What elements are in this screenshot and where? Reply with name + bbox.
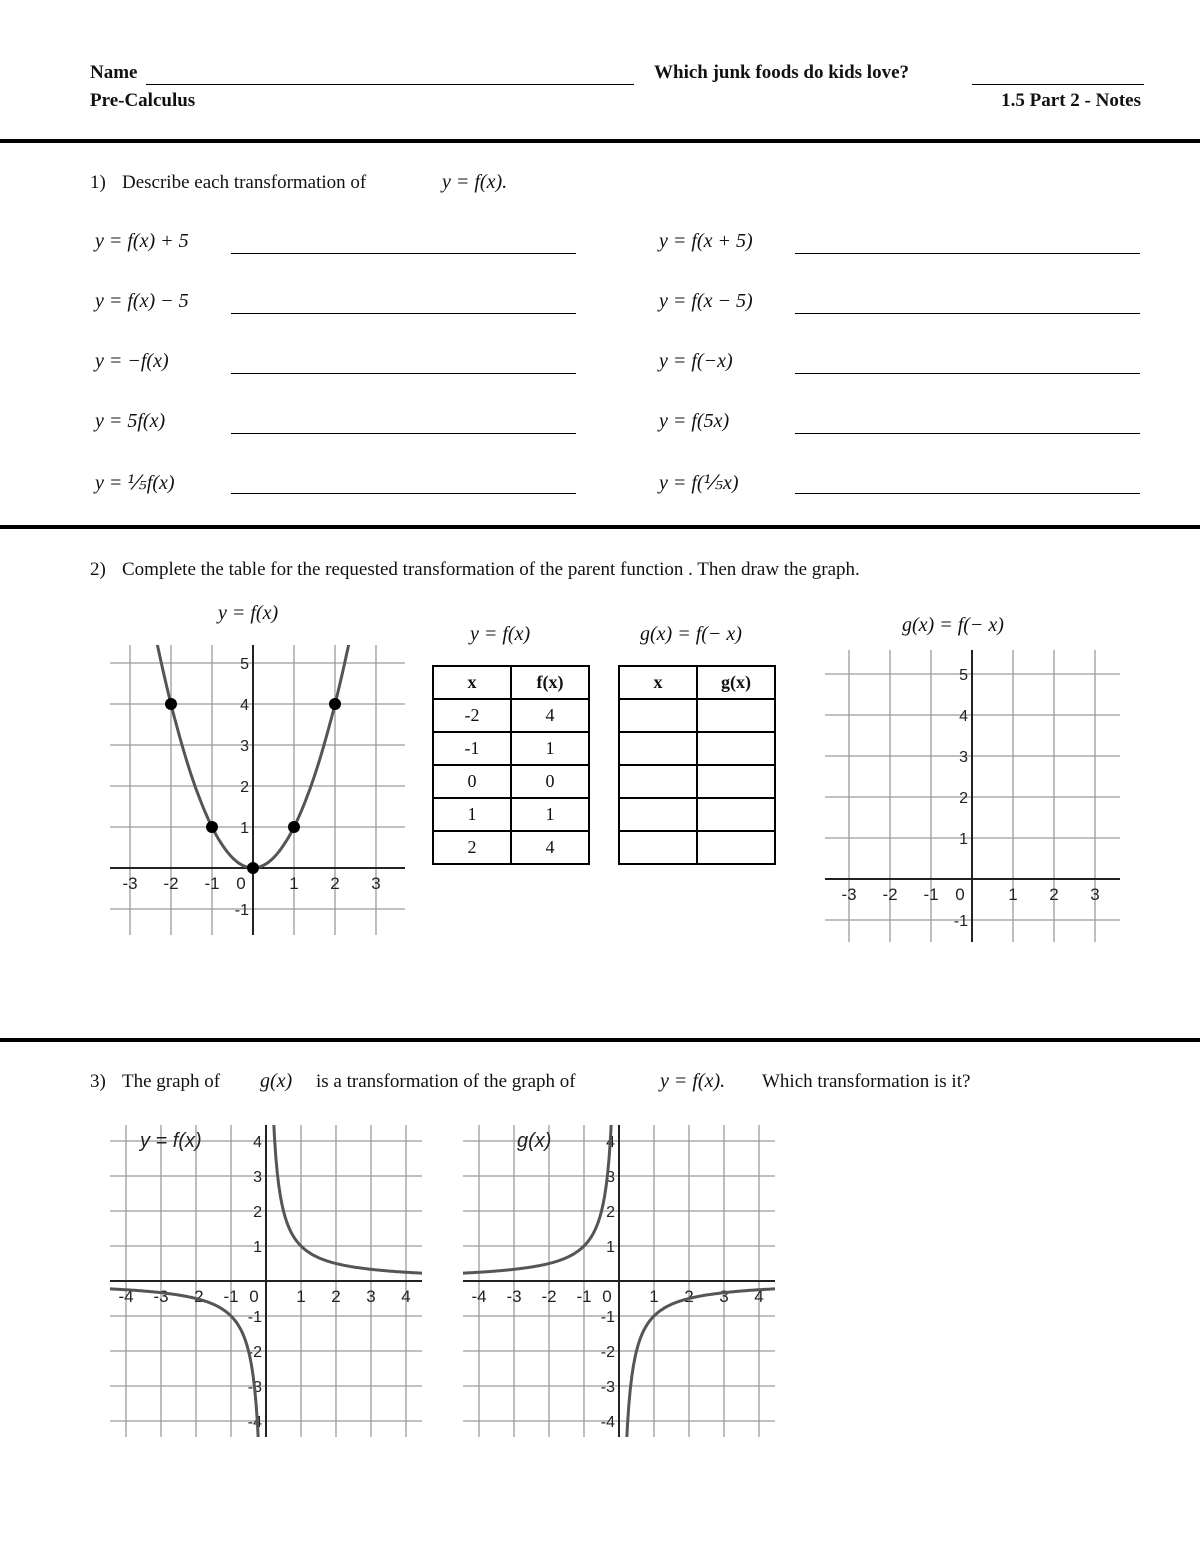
y-tick-label: 3 (606, 1169, 615, 1186)
q3-graph1-label: y = f(x) (140, 1130, 202, 1152)
x-tick-label: -1 (223, 1287, 239, 1306)
q1-right-expr: y = f(x − 5) (659, 290, 753, 312)
y-tick-label: -1 (234, 902, 249, 919)
x-tick-label: 4 (754, 1287, 764, 1306)
t1-cell: 1 (511, 732, 589, 765)
y-tick-label: 1 (240, 820, 249, 837)
name-label: Name (90, 62, 138, 83)
data-point (288, 821, 300, 833)
t2-input-cell[interactable] (619, 798, 697, 831)
q1-right-expr: y = f(5x) (659, 410, 730, 432)
q1-left-answer-line[interactable] (231, 290, 576, 314)
x-tick-label: 3 (371, 874, 381, 893)
riddle-text: Which junk foods do kids love? (654, 62, 909, 83)
t1-cell: 1 (511, 798, 589, 831)
data-point (206, 821, 218, 833)
x-tick-label: 3 (366, 1287, 376, 1306)
y-tick-label: 5 (959, 667, 968, 684)
q2-table-g (618, 665, 776, 865)
q1-right-answer-line[interactable] (795, 290, 1140, 314)
x-tick-label: 0 (249, 1287, 259, 1306)
t1-cell: 2 (433, 831, 511, 864)
divider-3 (0, 1038, 1200, 1042)
divider-2 (0, 525, 1200, 529)
x-tick-label: -2 (163, 874, 179, 893)
x-tick-label: -2 (882, 885, 898, 904)
y-tick-label: -4 (247, 1414, 262, 1431)
t2-input-cell[interactable] (697, 765, 775, 798)
q3-f-graph (110, 1125, 422, 1437)
x-tick-label: -3 (506, 1287, 522, 1306)
data-point (247, 862, 259, 874)
q1-left-expr: y = f(x) + 5 (95, 230, 189, 252)
divider-1 (0, 139, 1200, 143)
q1-right-expr: y = f(⅕x) (659, 472, 739, 494)
y-tick-label: 4 (240, 697, 249, 714)
x-tick-label: 2 (684, 1287, 694, 1306)
q2-blank-graph[interactable] (825, 650, 1120, 942)
q3-f: y = f(x). (660, 1070, 726, 1092)
y-tick-label: -2 (247, 1344, 262, 1361)
t1-cell: 4 (511, 831, 589, 864)
x-tick-label: -3 (153, 1287, 169, 1306)
q1-prompt: Describe each transformation of (122, 172, 367, 193)
x-tick-label: 1 (649, 1287, 659, 1306)
q3-g-graph (463, 1125, 775, 1437)
q1-function: y = f(x). (442, 171, 508, 193)
q1-number: 1) (90, 172, 106, 193)
y-tick-label: -1 (953, 913, 968, 930)
data-point (165, 698, 177, 710)
q2-number: 2) (90, 559, 106, 580)
data-point (329, 698, 341, 710)
y-tick-label: 4 (606, 1134, 615, 1151)
t1-header-fx: f(x) (511, 666, 589, 699)
x-tick-label: -4 (471, 1287, 487, 1306)
t2-input-cell[interactable] (697, 831, 775, 864)
t2-header-x: x (619, 666, 697, 699)
x-tick-label: 2 (330, 874, 340, 893)
y-tick-label: -3 (600, 1379, 615, 1396)
y-tick-label: -3 (247, 1379, 262, 1396)
x-tick-label: -3 (122, 874, 138, 893)
q2-parabola-graph (110, 645, 405, 935)
x-tick-label: -2 (188, 1287, 204, 1306)
y-tick-label: 3 (253, 1169, 262, 1186)
x-tick-label: 0 (602, 1287, 612, 1306)
t2-input-cell[interactable] (697, 699, 775, 732)
t2-input-cell[interactable] (697, 798, 775, 831)
riddle-answer-field[interactable] (972, 64, 1144, 85)
y-tick-label: 2 (606, 1204, 615, 1221)
q3-number: 3) (90, 1071, 106, 1092)
t2-input-cell[interactable] (619, 831, 697, 864)
t2-input-cell[interactable] (619, 765, 697, 798)
t1-cell: -1 (433, 732, 511, 765)
y-tick-label: 2 (240, 779, 249, 796)
curve-branch-left (110, 1289, 258, 1437)
q2-table-f (432, 665, 590, 865)
x-tick-label: -1 (576, 1287, 592, 1306)
t2-header-gx: g(x) (697, 666, 775, 699)
x-tick-label: -4 (118, 1287, 134, 1306)
q1-right-answer-line[interactable] (795, 230, 1140, 254)
x-tick-label: 2 (1049, 885, 1059, 904)
t1-cell: 0 (511, 765, 589, 798)
y-tick-label: 4 (959, 708, 968, 725)
q2-prompt: Complete the table for the requested transformation of the parent function . Then draw the graph. (122, 559, 860, 580)
t1-cell: 4 (511, 699, 589, 732)
q2-table2-title: g(x) = f(− x) (640, 623, 742, 645)
y-tick-label: 4 (253, 1134, 262, 1151)
y-tick-label: 1 (253, 1239, 262, 1256)
t1-cell: 0 (433, 765, 511, 798)
q3-prompt-c: Which transformation is it? (762, 1071, 971, 1092)
q2-graph2-title: g(x) = f(− x) (902, 614, 1004, 636)
curve-branch-right (627, 1289, 775, 1437)
y-tick-label: -1 (247, 1309, 262, 1326)
q3-prompt-b: is a transformation of the graph of (316, 1071, 576, 1092)
curve-branch-right (274, 1125, 422, 1273)
q1-left-answer-line[interactable] (231, 470, 576, 494)
y-tick-label: -2 (600, 1344, 615, 1361)
y-tick-label: 3 (240, 738, 249, 755)
x-tick-label: 4 (401, 1287, 411, 1306)
y-tick-label: -1 (600, 1309, 615, 1326)
y-tick-label: 2 (959, 790, 968, 807)
t2-input-cell[interactable] (697, 732, 775, 765)
x-tick-label: -1 (204, 874, 220, 893)
q1-left-answer-line[interactable] (231, 350, 576, 374)
y-tick-label: 5 (240, 656, 249, 673)
q3-graph2-label: g(x) (517, 1130, 552, 1152)
q1-left-expr: y = ⅕f(x) (95, 472, 175, 494)
y-tick-label: 2 (253, 1204, 262, 1221)
q3-g: g(x) (260, 1070, 293, 1092)
x-tick-label: -1 (923, 885, 939, 904)
course-title: Pre-Calculus (90, 90, 196, 111)
t1-header-x: x (433, 666, 511, 699)
x-tick-label: -2 (541, 1287, 557, 1306)
x-tick-label: 3 (719, 1287, 729, 1306)
q1-right-answer-line[interactable] (795, 410, 1140, 434)
q3-prompt-a: The graph of (122, 1071, 221, 1092)
x-tick-label: 1 (1008, 885, 1018, 904)
q1-right-answer-line[interactable] (795, 350, 1140, 374)
x-tick-label: 1 (296, 1287, 306, 1306)
lesson-title: 1.5 Part 2 - Notes (1001, 90, 1141, 111)
name-field[interactable] (146, 64, 634, 85)
t2-input-cell[interactable] (619, 699, 697, 732)
q1-right-answer-line[interactable] (795, 470, 1140, 494)
x-tick-label: 3 (1090, 885, 1100, 904)
t2-input-cell[interactable] (619, 732, 697, 765)
q2-table1-title: y = f(x) (470, 623, 531, 645)
q1-left-expr: y = f(x) − 5 (95, 290, 189, 312)
q1-left-answer-line[interactable] (231, 410, 576, 434)
q2-graph1-title: y = f(x) (218, 602, 279, 624)
q1-left-expr: y = −f(x) (95, 350, 169, 372)
q1-left-expr: y = 5f(x) (95, 410, 166, 432)
t1-cell: -2 (433, 699, 511, 732)
t1-cell: 1 (433, 798, 511, 831)
y-tick-label: 1 (959, 831, 968, 848)
y-tick-label: -4 (600, 1414, 615, 1431)
y-tick-label: 3 (959, 749, 968, 766)
x-tick-label: 0 (955, 885, 965, 904)
x-tick-label: 0 (236, 874, 246, 893)
y-tick-label: 1 (606, 1239, 615, 1256)
q1-right-expr: y = f(x + 5) (659, 230, 753, 252)
q1-left-answer-line[interactable] (231, 230, 576, 254)
x-tick-label: 1 (289, 874, 299, 893)
x-tick-label: 2 (331, 1287, 341, 1306)
q1-right-expr: y = f(−x) (659, 350, 733, 372)
x-tick-label: -3 (841, 885, 857, 904)
